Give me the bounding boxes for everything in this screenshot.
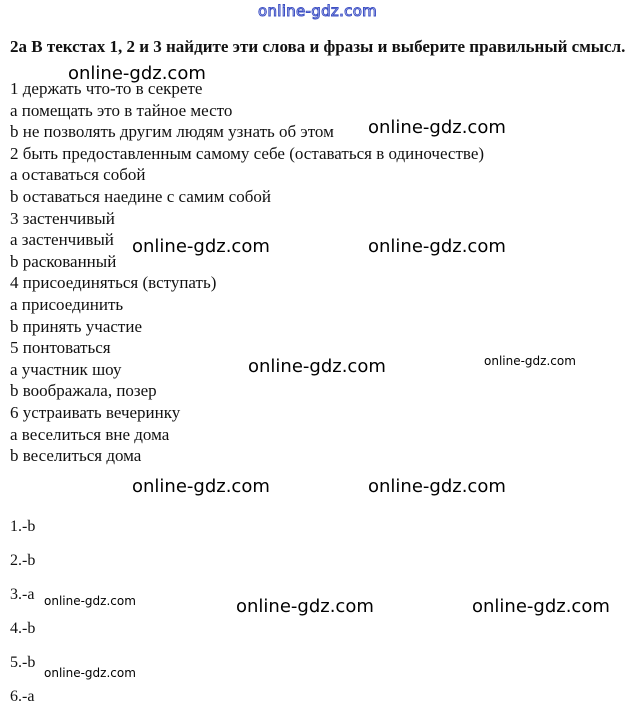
item-3-option-a: a застенчивый (10, 230, 114, 250)
answer-3: 3.-a (10, 586, 35, 603)
answer-6: 6.-a (10, 688, 35, 705)
item-1-option-b: b не позволять другим людям узнать об этом (10, 122, 334, 142)
answers-list (10, 510, 35, 714)
answer-5: 5.-b (10, 654, 36, 671)
watermark: online-gdz.com (248, 356, 386, 377)
watermark: online-gdz.com (368, 236, 506, 257)
watermark: online-gdz.com (368, 117, 506, 138)
item-5-title: 5 понтоваться (10, 338, 111, 358)
item-3-option-b: b раскованный (10, 251, 117, 271)
exercise-heading: 2a В текстах 1, 2 и 3 найдите эти слова и фразы и выберите правильный смысл. (10, 37, 626, 56)
answer-1: 1.-b (10, 518, 36, 535)
item-1-title: 1 держать что-то в секрете (10, 79, 203, 98)
item-4-title: 4 присоединяться (вступать) (10, 273, 217, 293)
watermark: online-gdz.com (236, 596, 374, 617)
watermark: online-gdz.com (132, 476, 270, 497)
item-6-option-b: b веселиться дома (10, 446, 142, 466)
item-5-option-a: a участник шоу (10, 359, 122, 379)
item-3-title: 3 застенчивый (10, 208, 115, 228)
item-6-title: 6 устраивать вечеринку (10, 402, 181, 422)
item-4-option-a: a присоединить (10, 294, 124, 314)
watermark-small: online-gdz.com (44, 594, 136, 608)
item-4-option-b: b принять участие (10, 316, 143, 336)
item-1-option-a: a помещать это в тайное место (10, 100, 233, 120)
watermark: online-gdz.com (132, 236, 270, 257)
item-2-option-a: a оставаться собой (10, 165, 146, 185)
item-5-option-b: b воображала, позер (10, 381, 157, 401)
item-2-option-b: b оставаться наедине с самим собой (10, 186, 271, 206)
watermark: online-gdz.com (368, 476, 506, 497)
watermark: online-gdz.com (68, 63, 206, 84)
answer-4: 4.-b (10, 620, 36, 637)
watermark-small: online-gdz.com (484, 354, 576, 368)
watermark: online-gdz.com (472, 596, 610, 617)
item-2-title: 2 быть предоставленным самому себе (оставаться в одиночестве) (10, 143, 485, 163)
watermark-small: online-gdz.com (44, 666, 136, 680)
header-watermark: online-gdz.com (258, 2, 378, 20)
answer-2: 2.-b (10, 552, 36, 569)
item-6-option-a: a веселиться вне дома (10, 424, 170, 444)
